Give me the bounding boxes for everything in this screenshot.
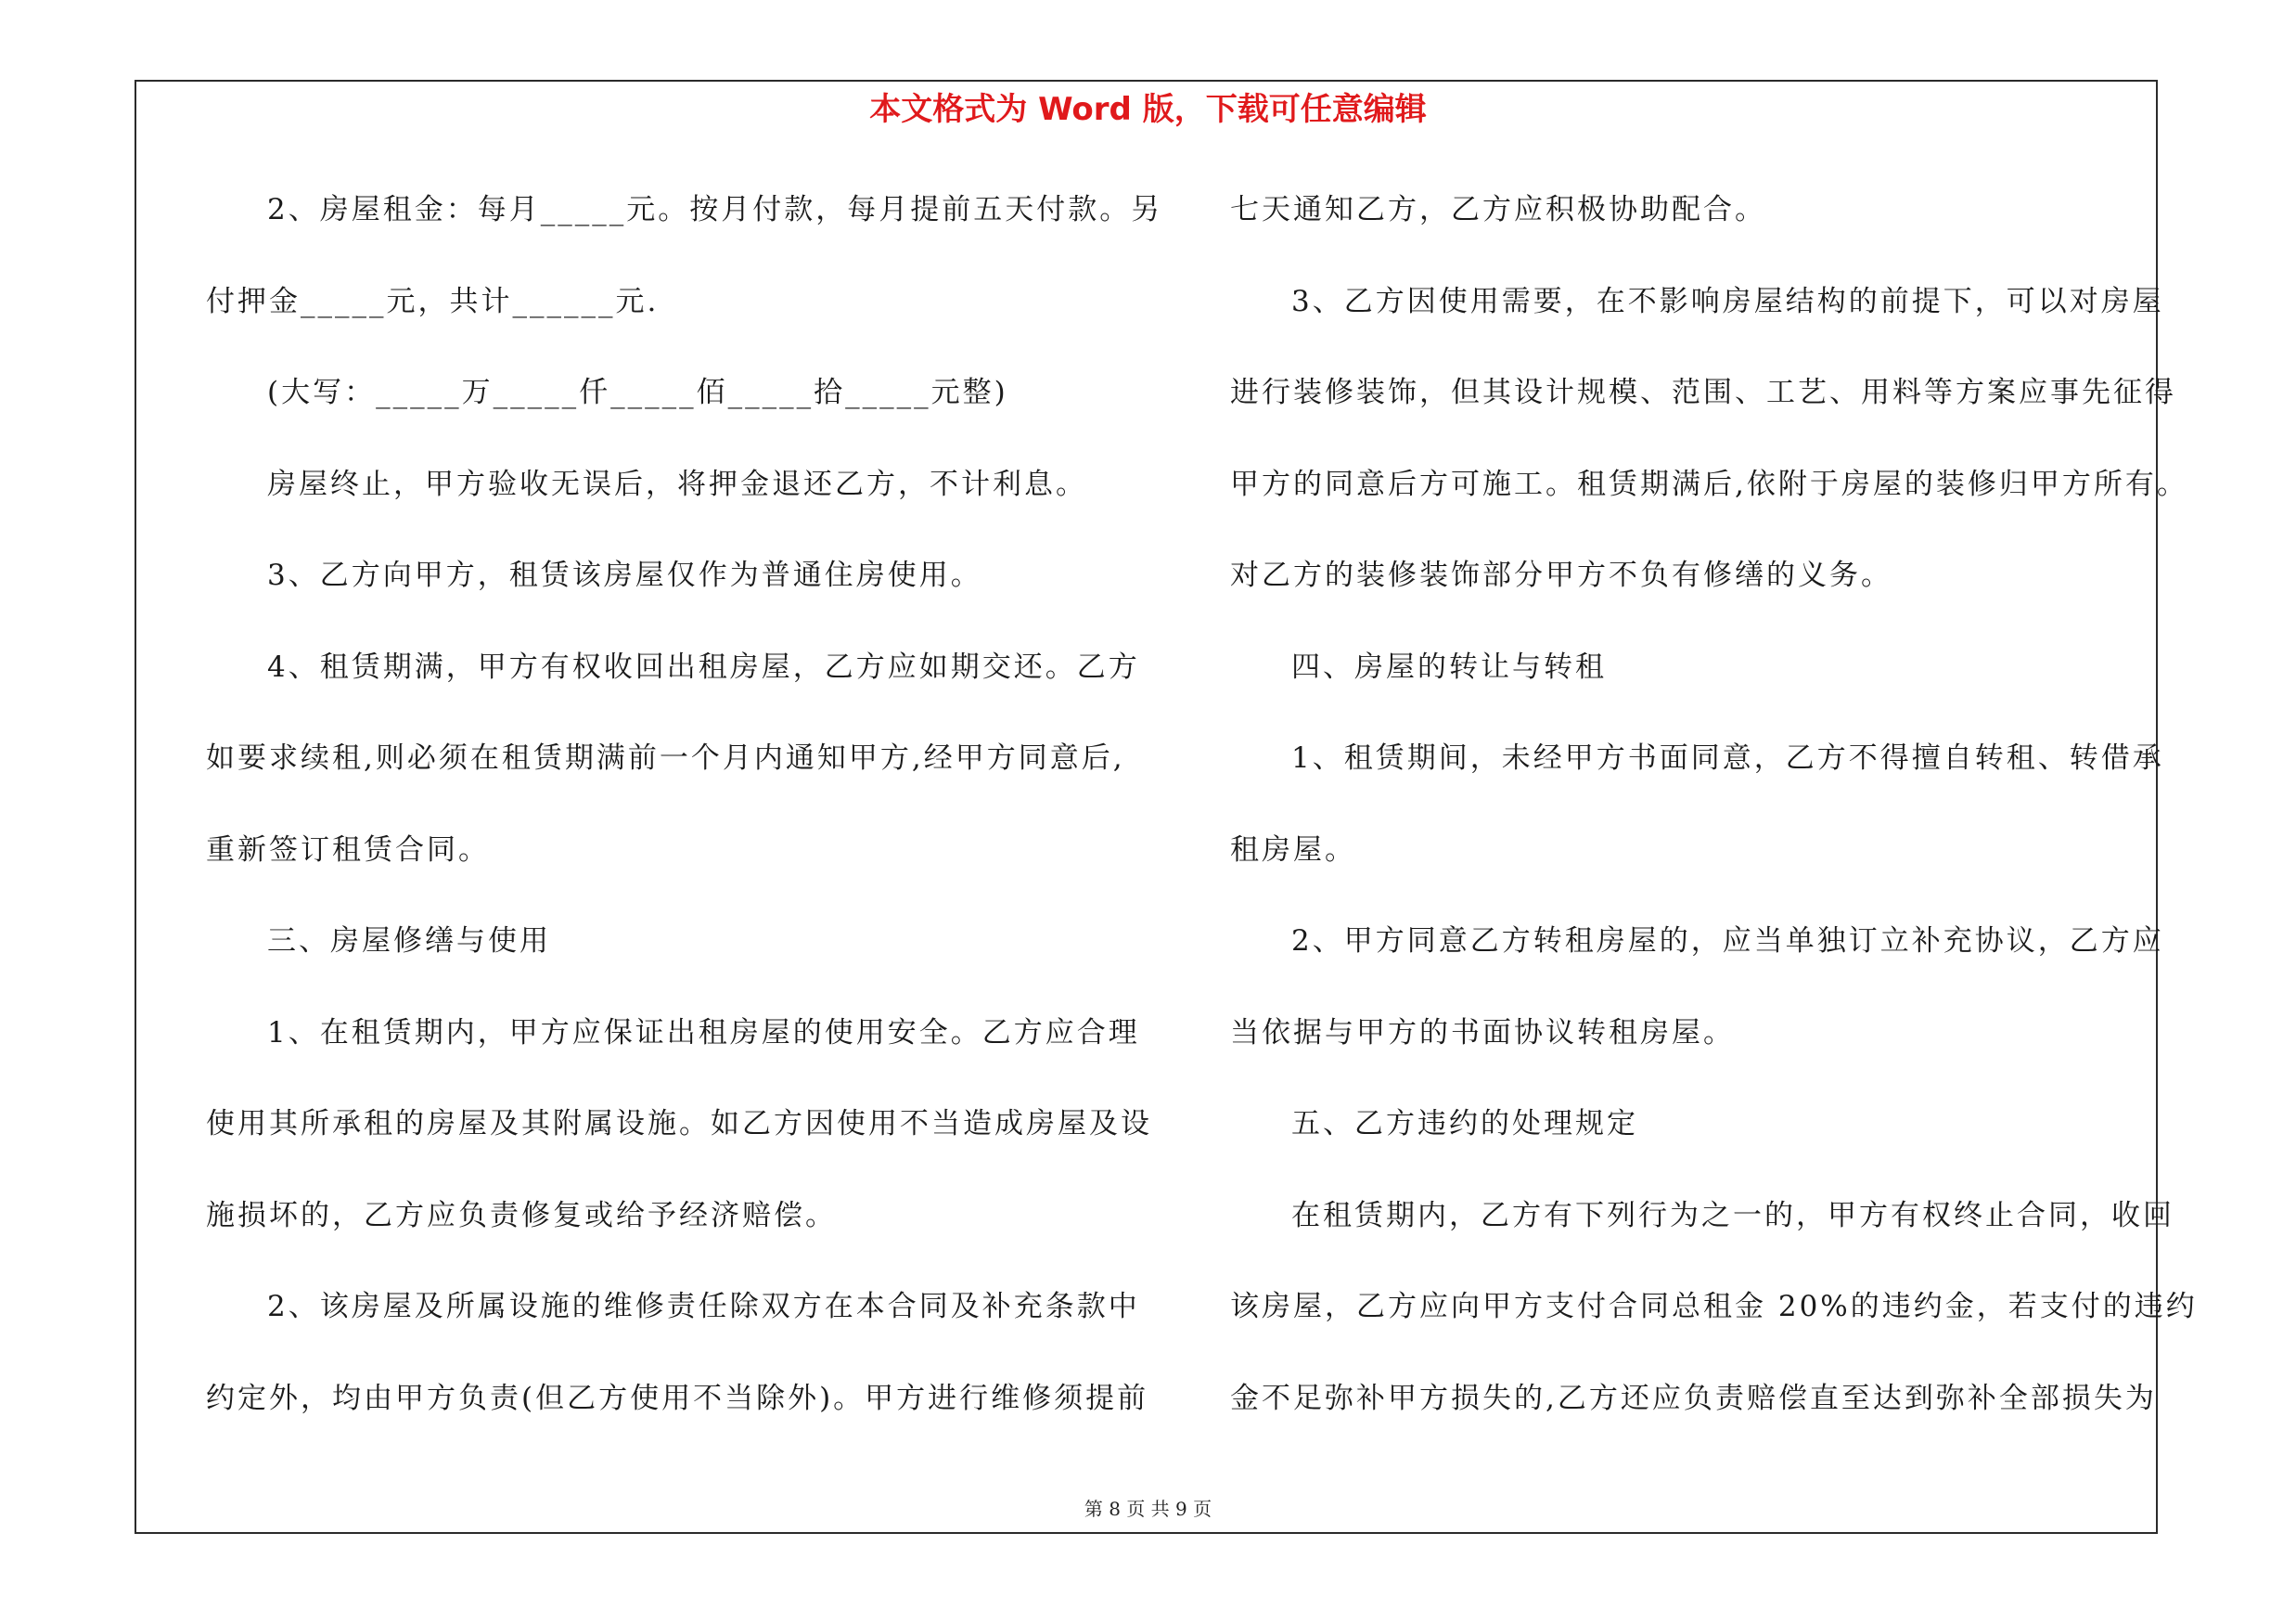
- text-line: 付押金_____元，共计______元.: [206, 284, 660, 318]
- text-line: 金不足弥补甲方损失的,乙方还应负责赔偿直至达到弥补全部损失为: [1230, 1381, 2157, 1415]
- text-line: 当依据与甲方的书面协议转租房屋。: [1230, 1015, 1735, 1050]
- text-line: 使用其所承租的房屋及其附属设施。如乙方因使用不当造成房屋及设: [206, 1107, 1152, 1140]
- text-line: 七天通知乙方，乙方应积极协助配合。: [1230, 193, 1766, 226]
- text-line: 2、该房屋及所属设施的维修责任除双方在本合同及补充条款中: [267, 1290, 1140, 1323]
- format-banner: 本文格式为 Word 版，下载可任意编辑: [869, 91, 1427, 128]
- text-line: 如要求续租,则必须在租赁期满前一个月内通知甲方,经甲方同意后,: [206, 741, 1125, 775]
- text-line: 2、甲方同意乙方转租房屋的，应当单独订立补充协议，乙方应: [1291, 924, 2164, 958]
- text-line: 对乙方的装修装饰部分甲方不负有修缮的义务。: [1230, 559, 1892, 592]
- text-line: 在租赁期内，乙方有下列行为之一的，甲方有权终止合同，收回: [1291, 1198, 2174, 1232]
- left-column: [206, 182, 1163, 1462]
- text-line: 该房屋，乙方应向甲方支付合同总租金 20%的违约金，若支付的违约: [1230, 1290, 2198, 1323]
- right-column: [1230, 182, 2198, 1462]
- text-line: 约定外，均由甲方负责(但乙方使用不当除外)。甲方进行维修须提前: [206, 1381, 1149, 1415]
- text-line: 施损坏的，乙方应负责修复或给予经济赔偿。: [206, 1198, 837, 1232]
- text-line: 四、房屋的转让与转租: [1291, 650, 1607, 684]
- text-line: 甲方的同意后方可施工。租赁期满后,依附于房屋的装修归甲方所有。: [1230, 467, 2188, 501]
- text-line: 房屋终止，甲方验收无误后，将押金退还乙方，不计利息。: [267, 467, 1087, 501]
- text-line: 1、租赁期间，未经甲方书面同意，乙方不得擅自转租、转借承: [1291, 741, 2164, 775]
- text-line: 进行装修装饰，但其设计规模、范围、工艺、用料等方案应事先征得: [1230, 376, 2176, 409]
- text-line: 3、乙方向甲方，租赁该房屋仅作为普通住房使用。: [267, 559, 982, 592]
- text-line: 4、租赁期满，甲方有权收回出租房屋，乙方应如期交还。乙方: [267, 650, 1140, 684]
- page-number: 第 8 页 共 9 页: [1084, 1498, 1212, 1520]
- text-line: 三、房屋修缮与使用: [267, 924, 551, 958]
- text-line: 租房屋。: [1230, 832, 1356, 867]
- text-line: 3、乙方因使用需要，在不影响房屋结构的前提下，可以对房屋: [1291, 284, 2164, 318]
- text-line: 2、房屋租金：每月_____元。按月付款，每月提前五天付款。另: [267, 193, 1163, 226]
- text-line: 1、在租赁期内，甲方应保证出租房屋的使用安全。乙方应合理: [267, 1015, 1140, 1050]
- text-line: (大写：_____万_____仟_____佰_____拾_____元整): [267, 376, 1008, 409]
- text-line: 五、乙方违约的处理规定: [1291, 1107, 1638, 1140]
- text-line: 重新签订租赁合同。: [206, 832, 490, 867]
